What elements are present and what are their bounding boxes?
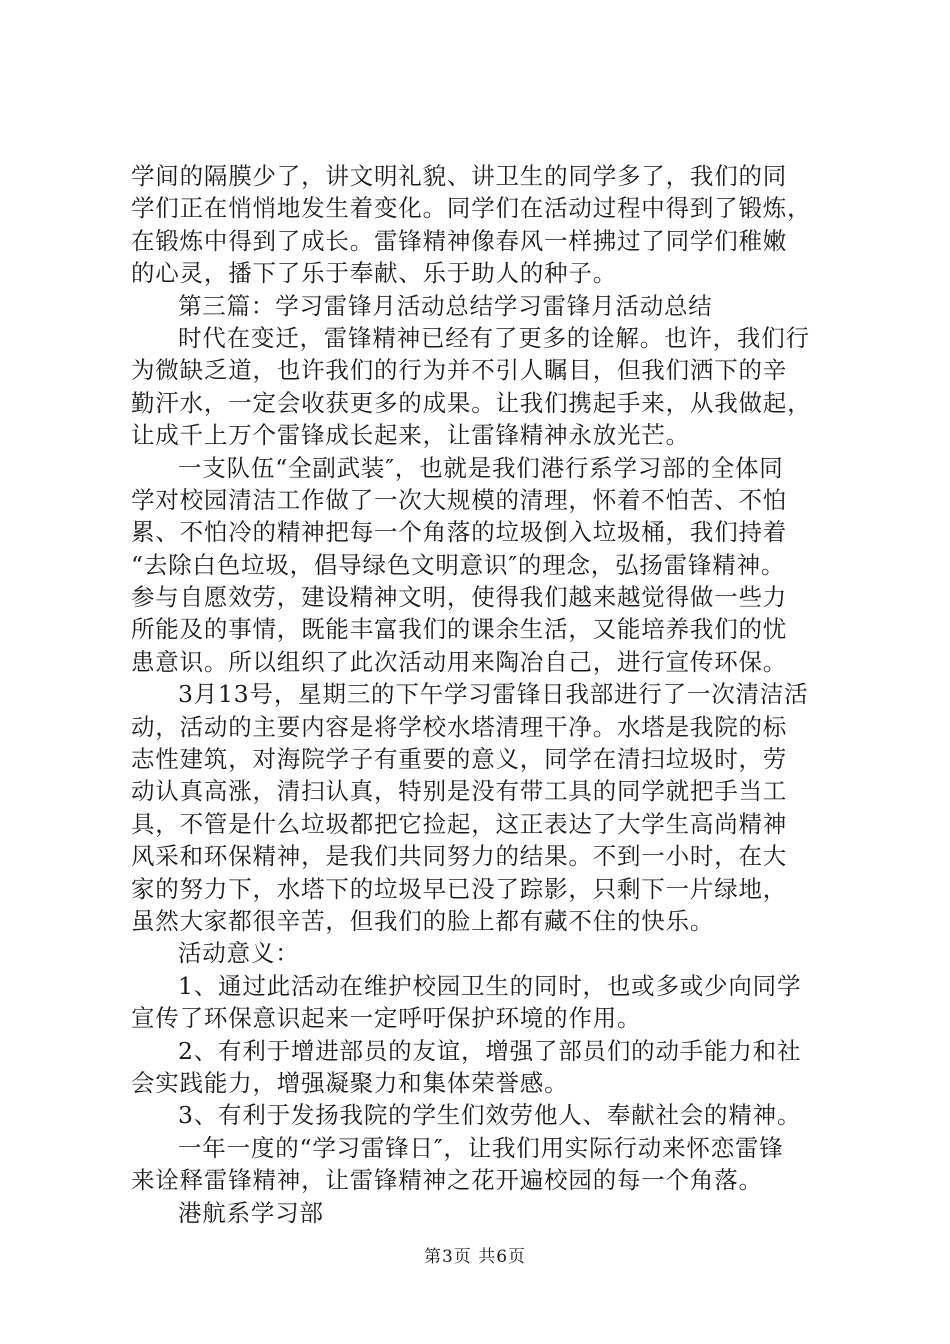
text-line: 动认真高涨，清扫认真，特别是没有带工具的同学就把手当工 — [131, 777, 788, 806]
text-line: 为微缺乏道，也许我们的行为并不引人瞩目，但我们洒下的辛 — [131, 356, 788, 385]
text-line: 的心灵，播下了乐于奉献、乐于助人的种子。 — [131, 259, 617, 288]
text-line: 勤汗水，一定会收获更多的成果。让我们携起手来，从我做起， — [131, 388, 812, 417]
text-line: 家的努力下，水塔下的垃圾早已没了踪影，只剩下一片绿地， — [131, 874, 788, 903]
text-line: 风采和环保精神，是我们共同努力的结果。不到一小时，在大 — [131, 842, 788, 871]
text-line: 一年一度的“学习雷锋日″，让我们用实际行动来怀恋雷锋 — [178, 1133, 784, 1162]
text-line: 3月13号，星期三的下午学习雷锋日我部进行了一次清洁活 — [178, 680, 809, 709]
list-item: 3、有利于发扬我院的学生们效劳他人、奉献社会的精神。 — [178, 1101, 802, 1130]
section-title: 第三篇：学习雷锋月活动总结学习雷锋月活动总结 — [178, 291, 713, 320]
text-line: 在锻炼中得到了成长。雷锋精神像春风一样拂过了同学们稚嫩 — [131, 226, 788, 255]
page-number: 第3页 共6页 — [423, 1247, 527, 1267]
signature-text: 港航系学习部 — [178, 1198, 324, 1227]
text-line: 志性建筑，对海院学子有重要的意义，同学在清扫垃圾时，劳 — [131, 745, 788, 774]
text-line: 动，活动的主要内容是将学校水塔清理干净。水塔是我院的标 — [131, 712, 788, 741]
subheading: 活动意义： — [178, 939, 300, 968]
text-line: 学间的隔膜少了，讲文明礼貌、讲卫生的同学多了，我们的同 — [131, 162, 788, 190]
text-line: 宣传了环保意识起来一定呼吁保护环境的作用。 — [131, 1004, 642, 1033]
list-item: 1、通过此活动在维护校园卫生的同时，也或多或少向同学 — [178, 971, 802, 1000]
text-line: 学们正在悄悄地发生着变化。同学们在活动过程中得到了锻炼， — [131, 194, 812, 223]
text-line: “去除白色垃圾，倡导绿色文明意识″的理念，弘扬雷锋精神。 — [131, 550, 786, 579]
text-line: 累、不怕冷的精神把每一个角落的垃圾倒入垃圾桶，我们持着 — [131, 518, 788, 547]
document-body — [131, 160, 831, 1229]
text-line: 一支队伍“全副武装″，也就是我们港行系学习部的全体同 — [178, 453, 784, 482]
text-line: 学对校园清洁工作做了一次大规模的清理，怀着不怕苦、不怕 — [131, 485, 788, 514]
text-line: 患意识。所以组织了此次活动用来陶冶自己，进行宣传环保。 — [131, 647, 788, 676]
text-line: 所能及的事情，既能丰富我们的课余生活，又能培养我们的忧 — [131, 615, 788, 644]
text-line: 让成千上万个雷锋成长起来，让雷锋精神永放光芒。 — [131, 421, 690, 450]
text-line: 会实践能力，增强凝聚力和集体荣誉感。 — [131, 1068, 569, 1097]
list-item: 2、有利于增进部员的友谊，增强了部员们的动手能力和社 — [178, 1036, 802, 1065]
text-line: 时代在变迁，雷锋精神已经有了更多的诠解。也许，我们行 — [178, 323, 810, 352]
text-line: 虽然大家都很辛苦，但我们的脸上都有藏不住的快乐。 — [131, 906, 715, 935]
text-line: 来诠释雷锋精神，让雷锋精神之花开遍校园的每一个角落。 — [131, 1166, 763, 1195]
text-line: 参与自愿效劳，建设精神文明，使得我们越来越觉得做一些力 — [131, 583, 788, 612]
text-line: 具，不管是什么垃圾都把它捡起，这正表达了大学生高尚精神 — [131, 809, 788, 838]
